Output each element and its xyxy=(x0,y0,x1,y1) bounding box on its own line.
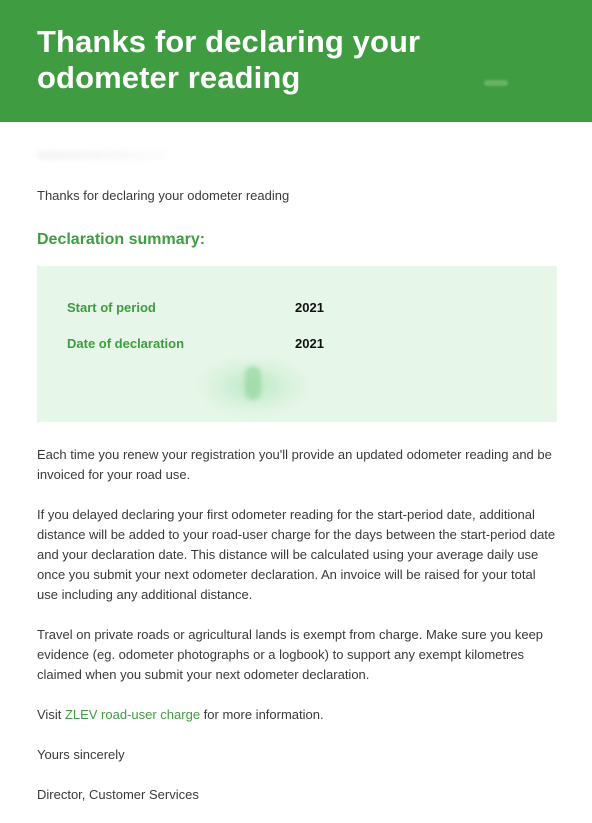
renewal-paragraph: Each time you renew your registration you'll provide an updated odometer reading and be invoiced for your road use. xyxy=(37,447,552,482)
email-title: Thanks for declaring your odometer reading xyxy=(37,24,421,95)
declaration-summary-box xyxy=(37,266,557,422)
delayed-declaration-paragraph: If you delayed declaring your first odometer reading for the start-period date, additional distance will be added to your road-user charge for the days between the start-period date and your declaration date. This distance will be calculated using your average daily use once you submit your next odometer declaration. An invoice will be raised for your total use including any additional distance. xyxy=(37,507,556,602)
visit-suffix: for more information. xyxy=(200,707,324,722)
more-info-paragraph xyxy=(37,705,559,725)
start-of-period-label: Start of period xyxy=(67,300,156,315)
summary-title: Declaration summary: xyxy=(37,231,206,248)
date-of-declaration-value: 2021 xyxy=(295,336,324,351)
redaction-mark xyxy=(245,366,261,400)
redacted-greeting xyxy=(37,150,167,160)
date-of-declaration-label: Date of declaration xyxy=(67,336,185,351)
intro-text: Thanks for declaring your odometer reading xyxy=(37,188,290,203)
redaction-mark xyxy=(484,80,508,86)
visit-prefix: Visit xyxy=(37,707,65,722)
start-of-period-value: 2021 xyxy=(295,300,324,315)
zlev-road-user-charge-link[interactable]: ZLEV road-user charge xyxy=(64,707,201,722)
signature-text: Director, Customer Services xyxy=(37,787,199,802)
exempt-travel-paragraph: Travel on private roads or agricultural lands is exempt from charge. Make sure you keep evidence (eg. odometer photographs or a logbook) to support any exempt kilometres claimed when you submit your next odometer declaration. xyxy=(37,627,544,682)
signoff-text: Yours sincerely xyxy=(37,747,125,762)
email-header-banner xyxy=(0,0,592,122)
